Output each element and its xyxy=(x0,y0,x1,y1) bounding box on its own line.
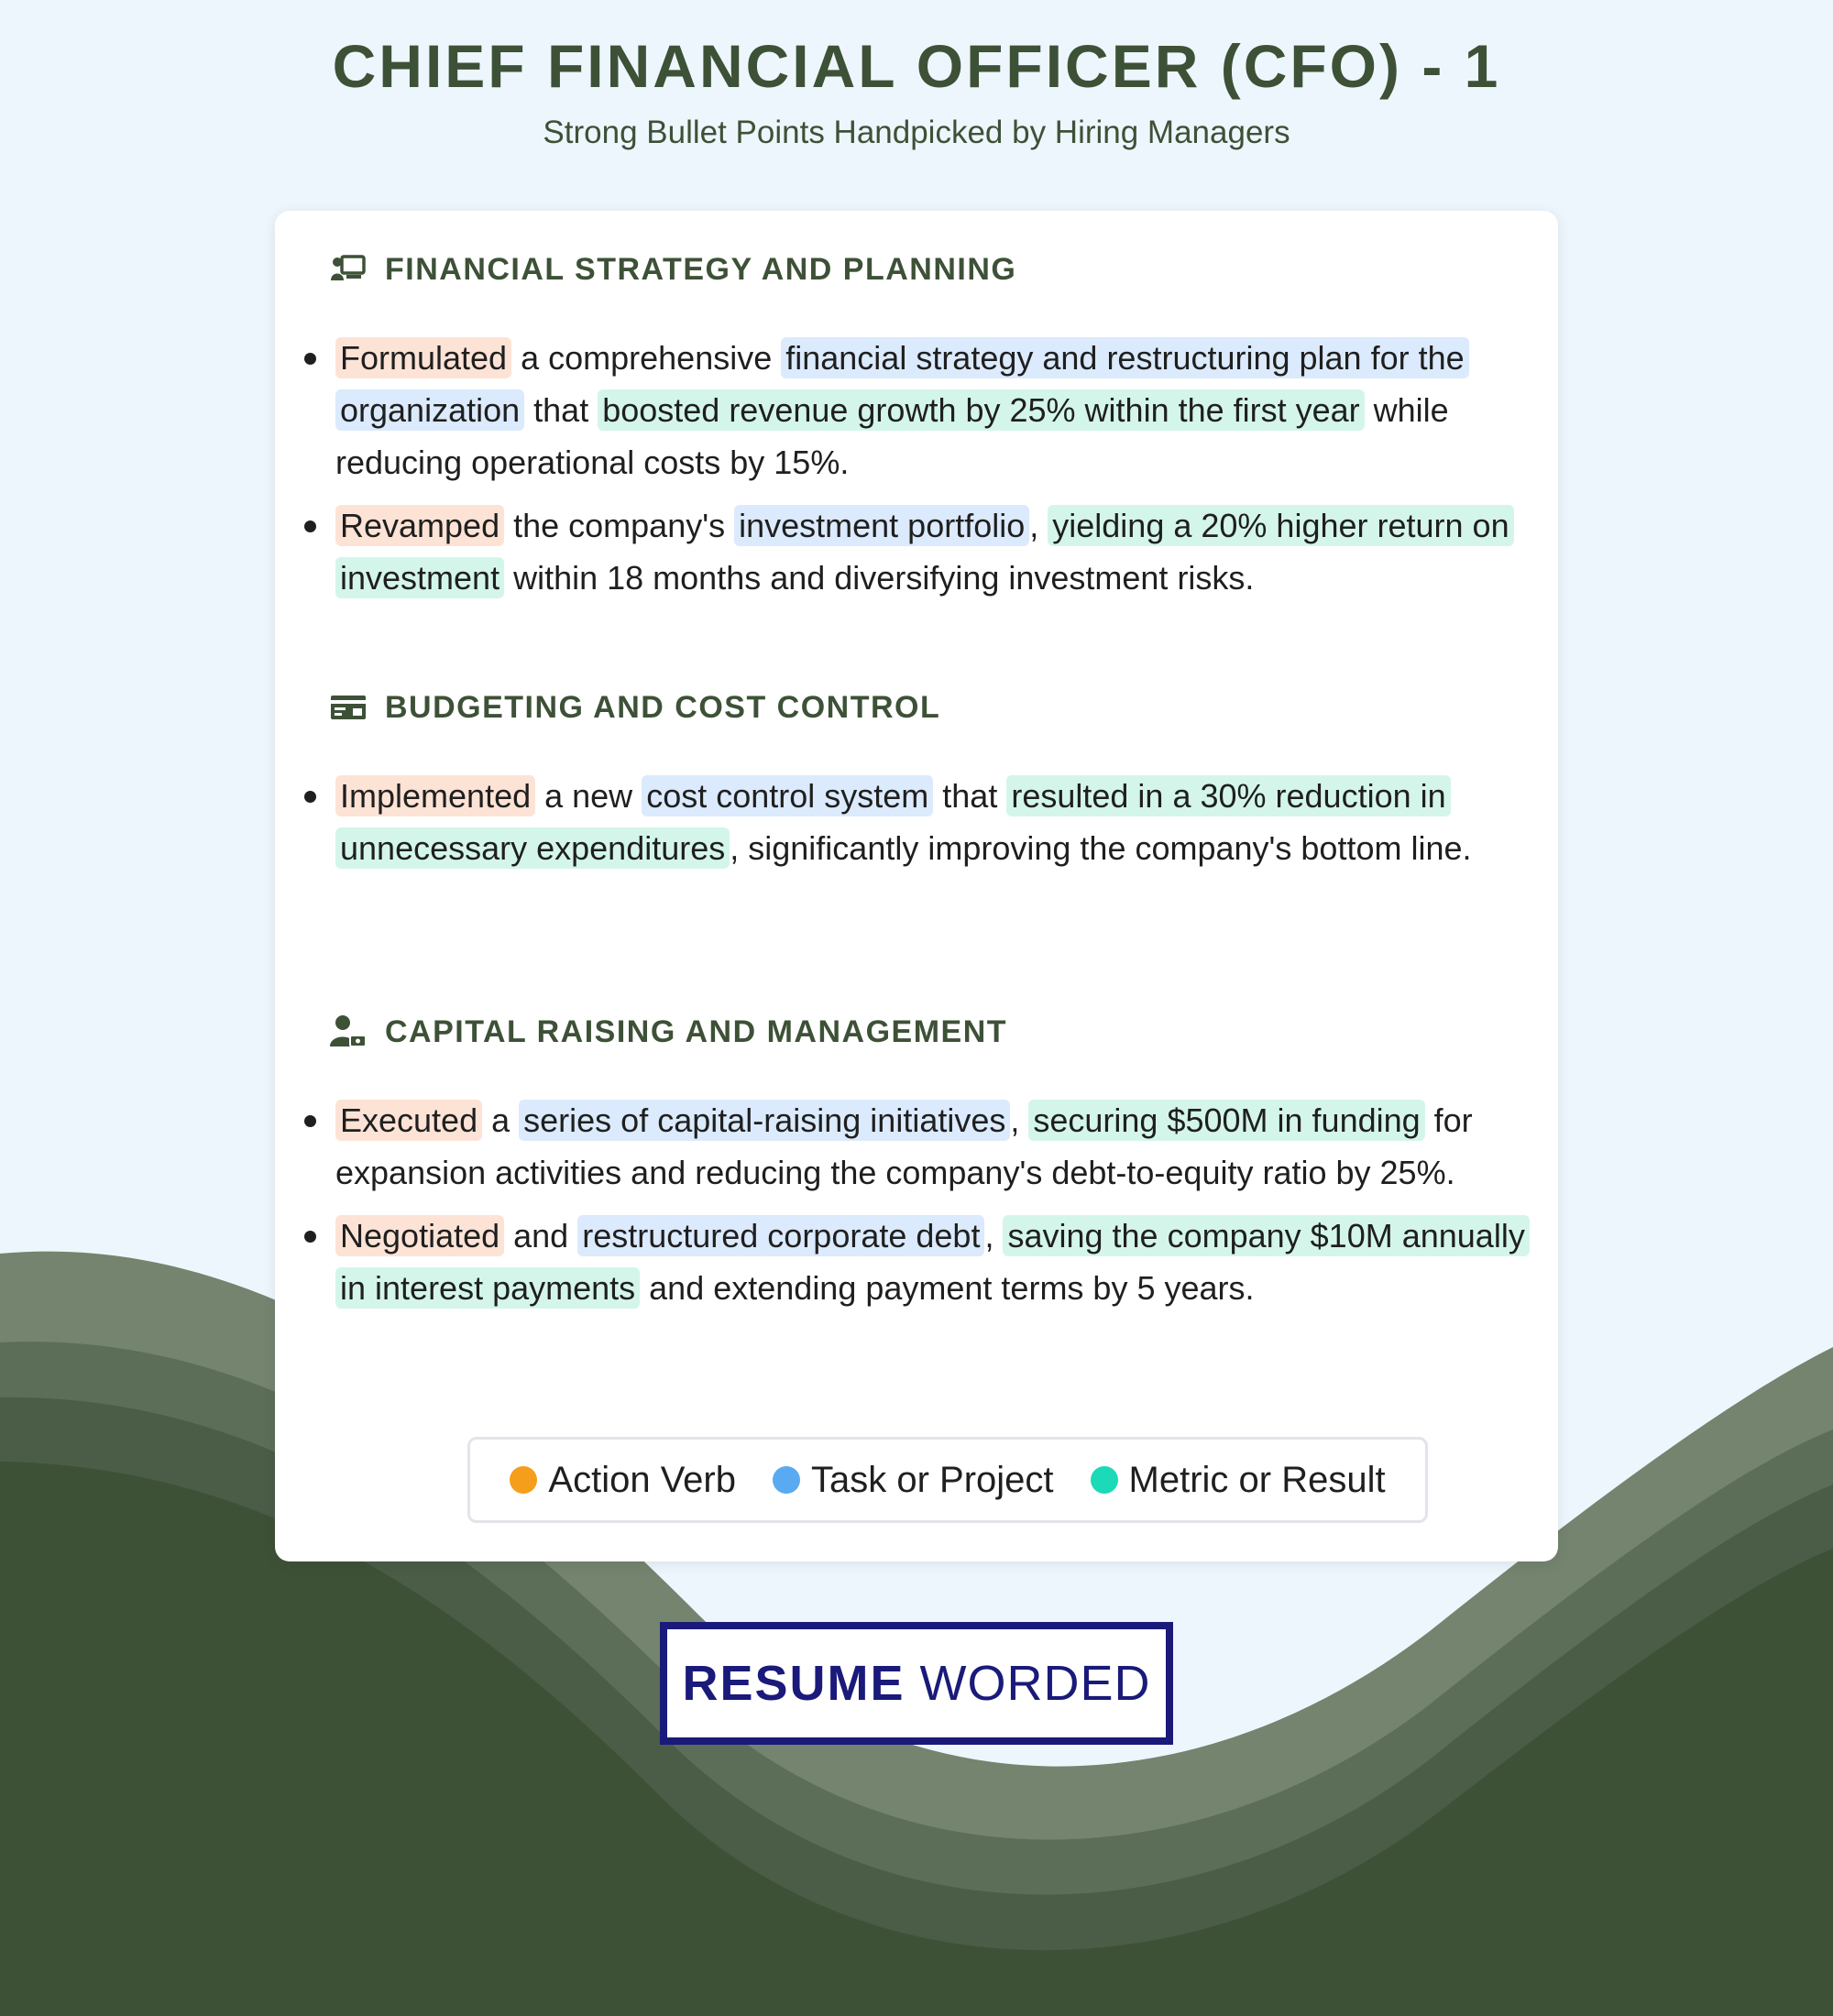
legend-item-task xyxy=(773,1460,1054,1501)
task-or-project: series of capital-raising initiatives xyxy=(519,1100,1010,1141)
legend-item-metric xyxy=(1091,1460,1386,1501)
plain-text: , significantly improving the company's bottom line. xyxy=(730,829,1472,867)
bullet-dot xyxy=(304,353,316,365)
plain-text: and xyxy=(504,1217,578,1255)
bullet-dot xyxy=(304,520,316,532)
bullet-list-budgeting xyxy=(275,770,1558,885)
bullet-list-capital-raising xyxy=(275,1094,1558,1325)
plain-text: that xyxy=(524,391,598,429)
plain-text: a xyxy=(482,1101,520,1139)
task-or-project: financial strategy and restructuring plan for the organization xyxy=(335,337,1469,431)
task-or-project: restructured corporate debt xyxy=(577,1215,984,1256)
plain-text: the company's xyxy=(504,507,735,544)
teal-dot-icon xyxy=(1091,1466,1118,1494)
plain-text: , xyxy=(1029,507,1048,544)
bullet-dot xyxy=(304,1115,316,1127)
budget-card-icon xyxy=(330,689,367,726)
logo-word-worded: WORDED xyxy=(919,1656,1151,1711)
plain-text: within 18 months and diversifying investment risks. xyxy=(504,559,1255,597)
section-title: BUDGETING AND COST CONTROL xyxy=(385,689,941,725)
bullet-points-card xyxy=(275,211,1558,1561)
metric-or-result: saving the company $10M annually in interest payments xyxy=(335,1215,1530,1309)
section-header-capital-raising xyxy=(330,1013,1007,1050)
plain-text: that xyxy=(933,777,1007,815)
bullet-item xyxy=(275,332,1558,488)
legend-label: Action Verb xyxy=(548,1459,736,1500)
user-money-icon xyxy=(330,1013,367,1050)
legend-item-action-verb xyxy=(510,1460,736,1501)
bullet-item xyxy=(275,1094,1558,1199)
task-or-project: cost control system xyxy=(642,775,933,816)
action-verb: Revamped xyxy=(335,505,504,546)
presentation-icon xyxy=(330,251,367,288)
task-or-project: investment portfolio xyxy=(734,505,1029,546)
section-header-budgeting xyxy=(330,689,940,726)
orange-dot-icon xyxy=(510,1466,537,1494)
metric-or-result: boosted revenue growth by 25% within the first year xyxy=(598,389,1364,431)
bullet-dot xyxy=(304,1231,316,1243)
action-verb: Executed xyxy=(335,1100,482,1141)
bullet-item xyxy=(275,770,1558,874)
resume-worded-logo xyxy=(660,1622,1173,1745)
bullet-dot xyxy=(304,791,316,803)
page-subtitle: Strong Bullet Points Handpicked by Hiring Managers xyxy=(543,115,1290,150)
plain-text: a comprehensive xyxy=(511,339,782,377)
action-verb: Implemented xyxy=(335,775,535,816)
plain-text: a new xyxy=(535,777,642,815)
section-title: FINANCIAL STRATEGY AND PLANNING xyxy=(385,251,1017,287)
page-title: CHIEF FINANCIAL OFFICER (CFO) - 1 xyxy=(332,32,1501,100)
action-verb: Negotiated xyxy=(335,1215,504,1256)
plain-text: for expansion activities and reducing the company's debt-to-equity ratio by 25%. xyxy=(335,1101,1473,1191)
section-header-financial-strategy xyxy=(330,251,1016,288)
metric-or-result: resulted in a 30% reduction in unnecessary expenditures xyxy=(335,775,1451,869)
legend-label: Task or Project xyxy=(810,1459,1054,1500)
action-verb: Formulated xyxy=(335,337,511,378)
blue-dot-icon xyxy=(773,1466,800,1494)
logo-word-resume: RESUME xyxy=(682,1656,906,1711)
plain-text: , xyxy=(1010,1101,1029,1139)
bullet-item xyxy=(275,1210,1558,1314)
plain-text: , xyxy=(984,1217,1004,1255)
plain-text: and extending payment terms by 5 years. xyxy=(640,1269,1255,1307)
bullet-list-financial-strategy xyxy=(275,332,1558,615)
bullet-item xyxy=(275,499,1558,604)
plain-text: while reducing operational costs by 15%. xyxy=(335,391,1449,481)
metric-or-result: securing $500M in funding xyxy=(1028,1100,1424,1141)
section-title: CAPITAL RAISING AND MANAGEMENT xyxy=(385,1013,1008,1049)
legend-label: Metric or Result xyxy=(1128,1459,1386,1500)
metric-or-result: yielding a 20% higher return on investment xyxy=(335,505,1514,598)
highlight-legend xyxy=(467,1437,1428,1523)
